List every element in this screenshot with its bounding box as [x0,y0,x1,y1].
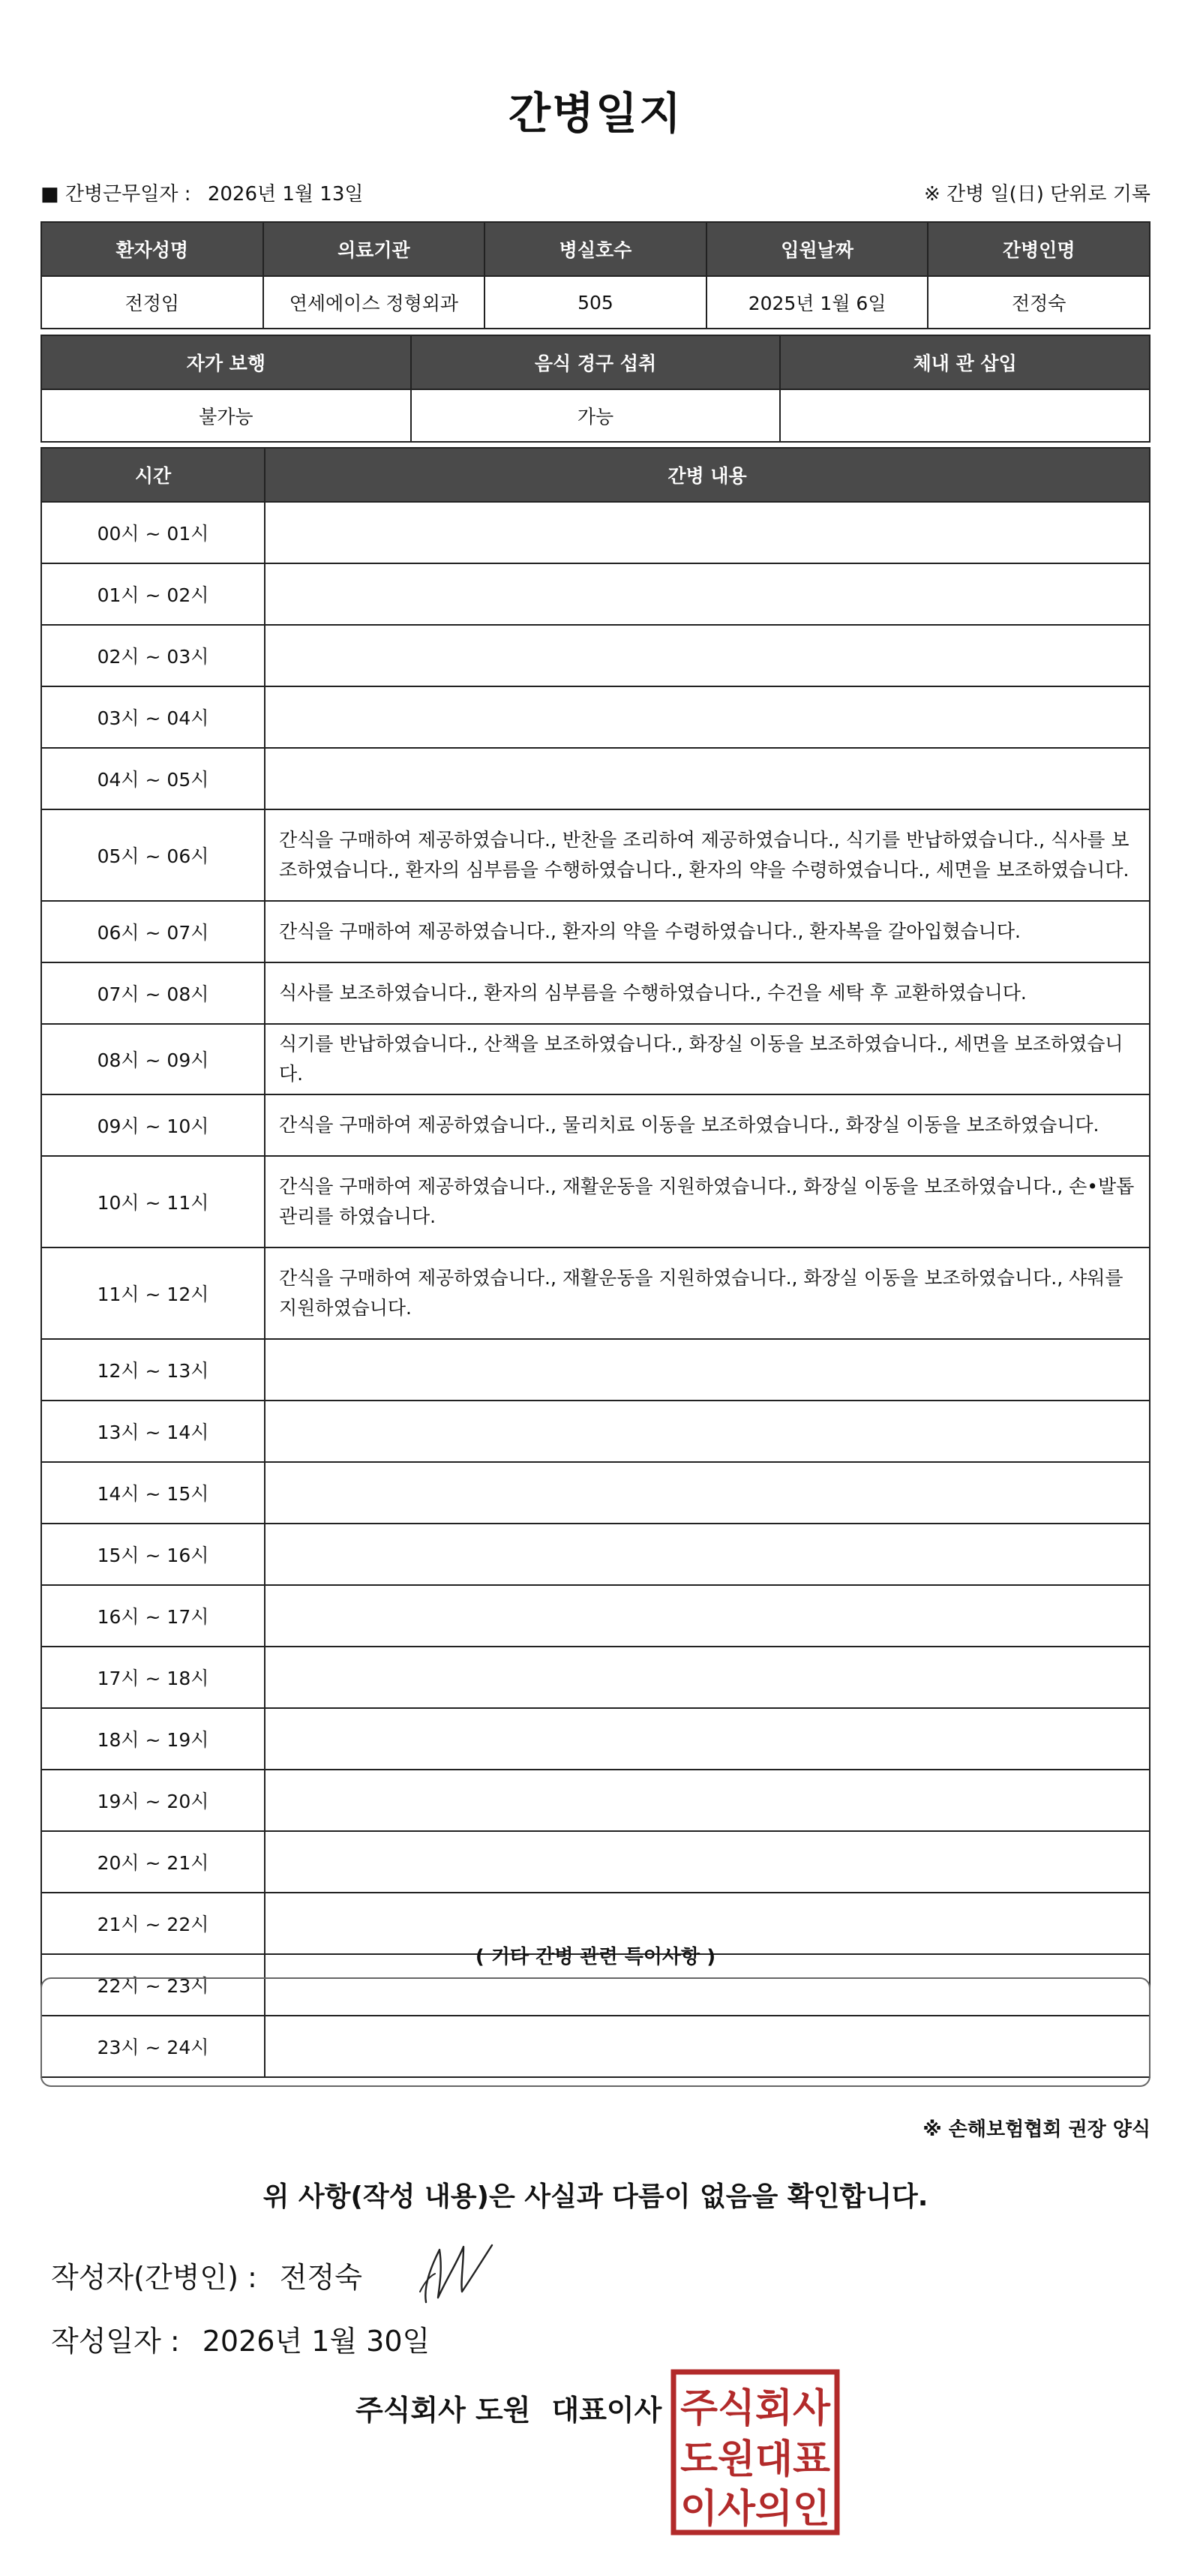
ceo-title: 대표이사 [551,2394,662,2427]
caregiver-name: 전정숙 [928,276,1150,329]
company-line [356,2387,662,2428]
page-title: 간병일지 [508,88,683,139]
care-time: 13시 ~ 14시 [41,1401,265,1462]
care-row [41,1708,1150,1770]
care-time: 12시 ~ 13시 [41,1339,265,1401]
care-row [41,1024,1150,1094]
care-content [265,1585,1150,1647]
work-date-row [40,179,1150,209]
writer-label: 작성자(간병인) : [51,2261,257,2294]
care-time: 14시 ~ 15시 [41,1462,265,1524]
oral-intake-status: 가능 [411,389,781,442]
care-time: 22시 ~ 23시 [41,1954,265,2016]
care-row [41,901,1150,962]
care-content [265,1770,1150,1831]
tube-insertion-status [780,389,1150,442]
care-time: 07시 ~ 08시 [41,962,265,1024]
care-time: 09시 ~ 10시 [41,1094,265,1156]
company-seal [670,2369,840,2535]
care-time: 08시 ~ 09시 [41,1024,265,1094]
care-content [265,502,1150,563]
company-name: 주식회사 도원 [356,2394,531,2427]
care-content [265,563,1150,625]
care-row [41,809,1150,901]
care-content: 식기를 반납하였습니다., 산책을 보조하였습니다., 화장실 이동을 보조하였습니다., 세면을 보조하였습니다. [265,1024,1150,1094]
care-row [41,1831,1150,1893]
care-time: 05시 ~ 06시 [41,809,265,901]
care-content: 식사를 보조하였습니다., 환자의 심부름을 수행하였습니다., 수건을 세탁 후 교환하였습니다. [265,962,1150,1024]
record-unit-note: ※ 간병 일(日) 단위로 기록 [923,183,1150,206]
care-row [41,1094,1150,1156]
care-content [265,748,1150,809]
header-walking: 자가 보행 [41,335,411,389]
care-time: 00시 ~ 01시 [41,502,265,563]
svg-text:주식회사: 주식회사 [680,2386,831,2431]
care-time: 02시 ~ 03시 [41,625,265,686]
patient-name: 전정임 [41,276,263,329]
patient-status-table [40,335,1150,443]
care-content: 간식을 구매하여 제공하였습니다., 재활운동을 지원하였습니다., 화장실 이동을 보조하였습니다., 샤워를 지원하였습니다. [265,1247,1150,1339]
writer-line [51,2254,362,2295]
header-tube-insertion: 체내 관 삽입 [780,335,1150,389]
confirmation-statement: 위 사항(작성 내용)은 사실과 다름이 없음을 확인합니다. [262,2181,928,2212]
header-time: 시간 [41,448,265,502]
care-row [41,1401,1150,1462]
care-row [41,502,1150,563]
care-row [41,1462,1150,1524]
admit-date: 2025년 1월 6일 [706,276,928,329]
writer-name: 전정숙 [279,2261,362,2294]
care-time: 06시 ~ 07시 [41,901,265,962]
care-content [265,686,1150,748]
care-time: 01시 ~ 02시 [41,563,265,625]
care-time: 20시 ~ 21시 [41,1831,265,1893]
care-row [41,748,1150,809]
care-time: 03시 ~ 04시 [41,686,265,748]
care-log-table [40,447,1150,2078]
write-date-line [51,2318,430,2359]
care-content [265,1462,1150,1524]
header-hospital: 의료기관 [263,222,485,276]
write-date-value: 2026년 1월 30일 [202,2325,430,2358]
special-notes-box [40,1977,1150,2087]
walking-status: 불가능 [41,389,411,442]
care-row [41,686,1150,748]
header-oral-intake: 음식 경구 섭취 [411,335,781,389]
care-time: 11시 ~ 12시 [41,1247,265,1339]
care-time: 04시 ~ 05시 [41,748,265,809]
care-row [41,1247,1150,1339]
patient-info-table [40,221,1150,329]
header-room: 병실호수 [484,222,706,276]
care-content [265,1524,1150,1585]
care-row [41,625,1150,686]
care-time: 15시 ~ 16시 [41,1524,265,1585]
form-source-note: ※ 손해보험협회 권장 양식 [922,2118,1150,2141]
header-patient-name: 환자성명 [41,222,263,276]
header-caregiver: 간병인명 [928,222,1150,276]
care-row [41,1339,1150,1401]
care-time: 21시 ~ 22시 [41,1893,265,1954]
room-number: 505 [484,276,706,329]
care-row [41,962,1150,1024]
care-content [265,1831,1150,1893]
care-row [41,1770,1150,1831]
svg-text:도원대표: 도원대표 [680,2437,830,2482]
care-row [41,1156,1150,1247]
care-time: 19시 ~ 20시 [41,1770,265,1831]
care-time: 23시 ~ 24시 [41,2016,265,2077]
care-content: 간식을 구매하여 제공하였습니다., 반찬을 조리하여 제공하였습니다., 식기를 반납하였습니다., 식사를 보조하였습니다., 환자의 심부름을 수행하였습니다., 환자의 약을 수령하였습니다., 세면을 보조하였습니다. [265,809,1150,901]
care-content [265,1647,1150,1708]
svg-text:이사의인: 이사의인 [680,2487,830,2532]
care-content: 간식을 구매하여 제공하였습니다., 물리치료 이동을 보조하였습니다., 화장실 이동을 보조하였습니다. [265,1094,1150,1156]
signature-icon [417,2239,500,2308]
care-row [41,1647,1150,1708]
work-date-label: ■ 간병근무일자 : [40,183,191,206]
care-row [41,1585,1150,1647]
work-date-value: 2026년 1월 13일 [207,183,364,206]
care-time: 10시 ~ 11시 [41,1156,265,1247]
hospital-name: 연세에이스 정형외과 [263,276,485,329]
header-care-content: 간병 내용 [265,448,1150,502]
care-time: 18시 ~ 19시 [41,1708,265,1770]
write-date-label: 작성일자 : [51,2325,180,2358]
care-row [41,563,1150,625]
care-content [265,1339,1150,1401]
care-content [265,1401,1150,1462]
care-content: 간식을 구매하여 제공하였습니다., 환자의 약을 수령하였습니다., 환자복을 갈아입혔습니다. [265,901,1150,962]
header-admit-date: 입원날짜 [706,222,928,276]
care-time: 16시 ~ 17시 [41,1585,265,1647]
care-content: 간식을 구매하여 제공하였습니다., 재활운동을 지원하였습니다., 화장실 이동을 보조하였습니다., 손•발톱 관리를 하였습니다. [265,1156,1150,1247]
special-notes-label: ( 기타 간병 관련 특이사항 ) [475,1946,716,1968]
care-content [265,1708,1150,1770]
care-time: 17시 ~ 18시 [41,1647,265,1708]
care-content [265,625,1150,686]
work-date [40,179,364,206]
care-row [41,1524,1150,1585]
